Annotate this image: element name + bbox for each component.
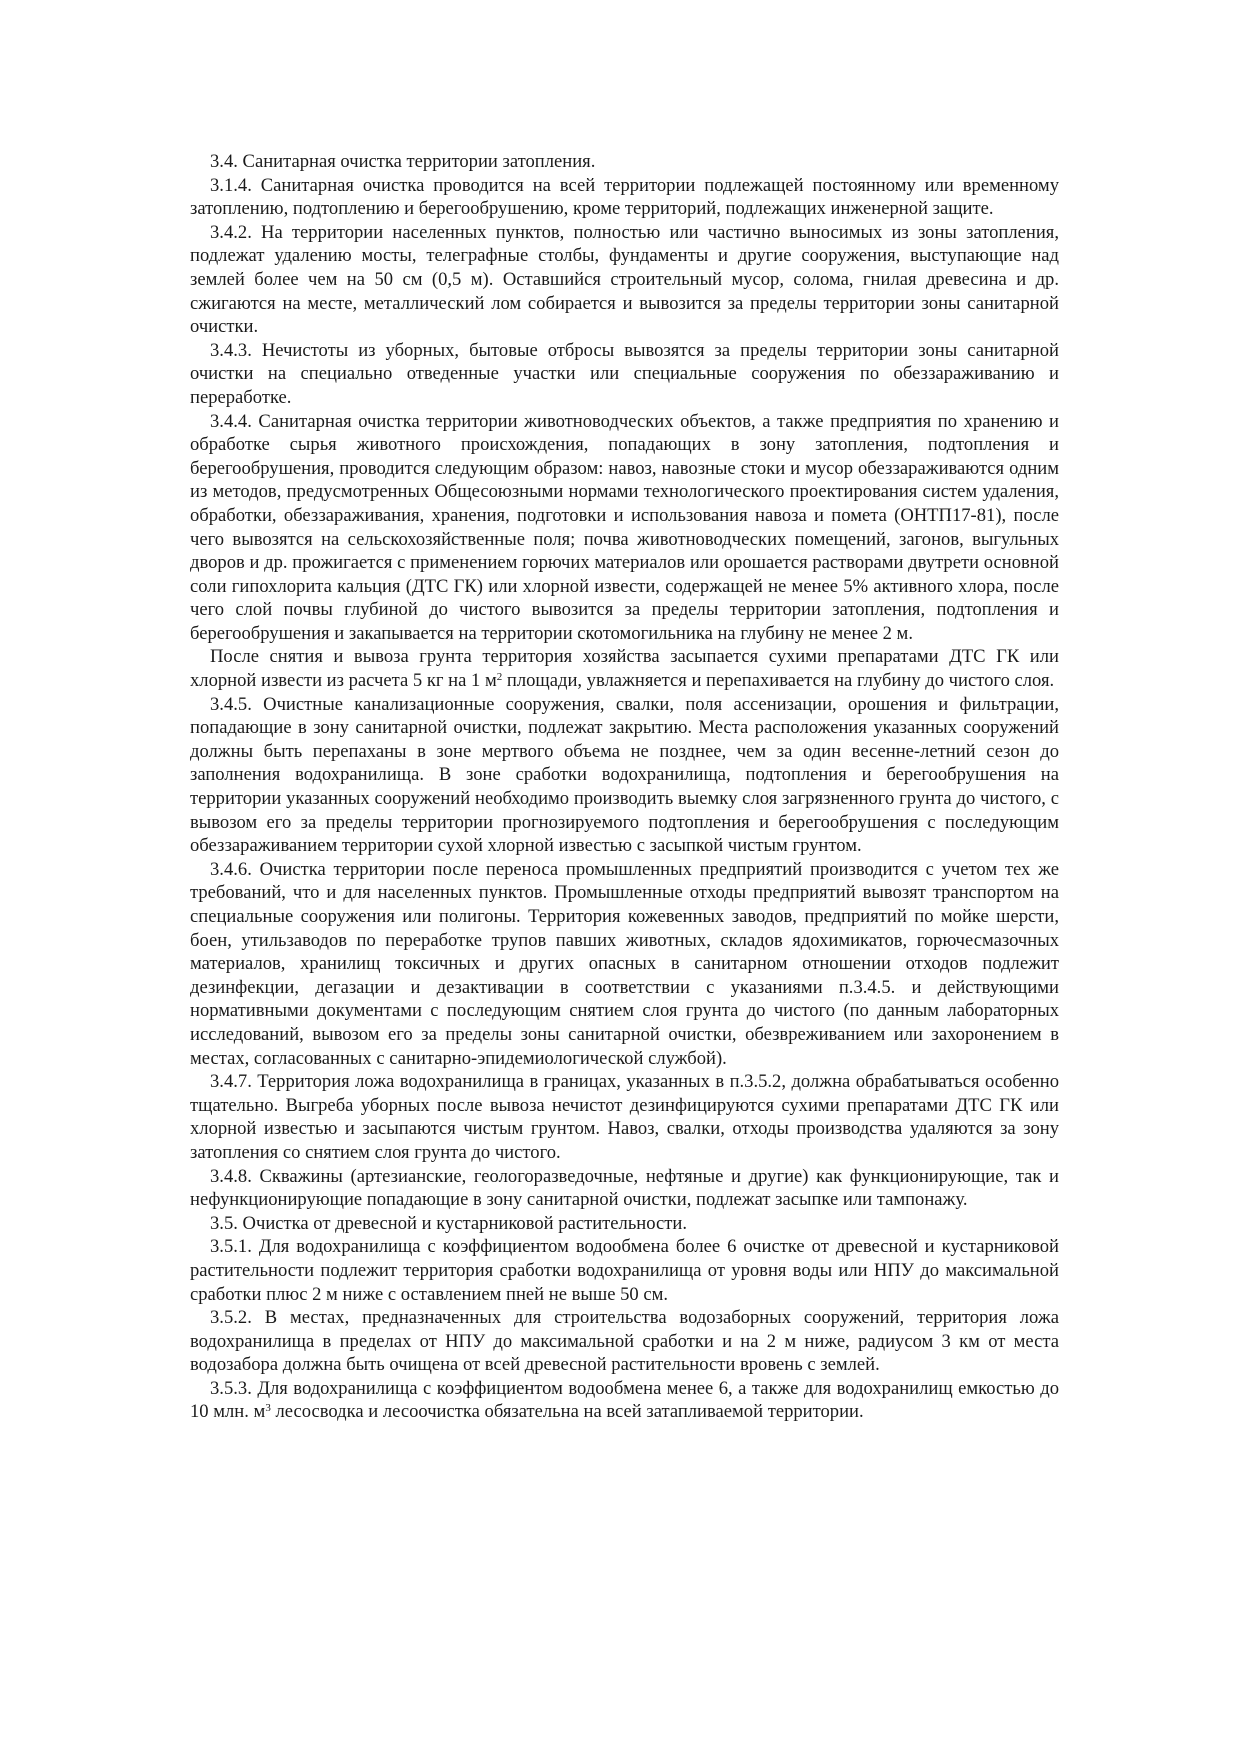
- document-page: [190, 150, 1059, 1424]
- paragraph-text-after: лесосводка и лесоочистка обязательна на всей затапливаемой территории.: [270, 1401, 864, 1423]
- paragraph-3-5-1: 3.5.1. Для водохранилища с коэффициентом водообмена более 6 очистке от древесной и кустарниковой растительности подлежит территория сработки водохранилища от уровня воды или НПУ до максимальной сработки плюс 2 м ниже с оставлением пней не выше 50 см.: [190, 1236, 1059, 1305]
- paragraph-3-4-8: 3.4.8. Скважины (артезианские, геологоразведочные, нефтяные и другие) как функционирующие, так и нефункционирующие попадающие в зону санитарной очистки, подлежат засыпке или тампонажу.: [190, 1165, 1059, 1211]
- paragraph-3-5-3: [190, 1377, 1059, 1424]
- paragraph-text-before: 3.5.3. Для водохранилища с коэффициентом водообмена менее 6, а также для водохранилищ емкостью до 10 млн. м: [190, 1377, 1059, 1423]
- paragraph-3-4-4: 3.4.4. Санитарная очистка территории животноводческих объектов, а также предприятия по хранению и обработке сырья животного происхождения, попадающих в зону затопления, подтопления и берегообрушения, проводится следующим образом: навоз, навозные стоки и мусор обеззараживаются одним из методов, предусмотренных Общесоюзными нормами технологического проектирования систем удаления, обработки, обеззараживания, хранения, подготовки и использования навоза и помета (ОНТП17-81), после чего вывозятся на сельскохозяйственные поля; почва животноводческих помещений, загонов, выгульных дворов и др. прожигается с применением горючих материалов или орошается растворами двутрети основной соли гипохлорита кальция (ДТС ГК) или хлорной извести, содержащей не менее 5% активного хлора, после чего слой почвы глубиной до чистого вывозится за пределы территории затопления, подтопления и берегообрушения и закапывается на территории скотомогильника на глубину не менее 2 м.: [190, 410, 1059, 644]
- paragraph-3-5-2: 3.5.2. В местах, предназначенных для строительства водозаборных сооружений, территория ложа водохранилища в пределах от НПУ до максимальной сработки и на 2 м ниже, радиусом 3 км от места водозабора должна быть очищена от всей древесной растительности вровень с землей.: [190, 1307, 1059, 1376]
- paragraph-3-4-2: 3.4.2. На территории населенных пунктов, полностью или частично выносимых из зоны затопления, подлежат удалению мосты, телеграфные столбы, фундаменты и другие сооружения, выступающие над землей более чем на 50 см (0,5 м). Оставшийся строительный мусор, солома, гнилая древесина и др. сжигаются на месте, металлический лом собирается и вывозится за пределы территории зоны санитарной очистки.: [190, 221, 1059, 338]
- paragraph-3-4-7: 3.4.7. Территория ложа водохранилища в границах, указанных в п.3.5.2, должна обрабатываться особенно тщательно. Выгреба уборных после вывоза нечистот дезинфицируются сухими препаратами ДТС ГК или хлорной известью и засыпаются чистым грунтом. Навоз, свалки, отходы производства удаляются за зону затопления со снятием слоя грунта до чистого.: [190, 1071, 1059, 1163]
- paragraph-3-4-5: 3.4.5. Очистные канализационные сооружения, свалки, поля ассенизации, орошения и фильтрации, попадающие в зону санитарной очистки, подлежат закрытию. Места расположения указанных сооружений должны быть перепаханы в зоне мертвого объема не позднее, чем за один весенне-летний сезон до заполнения водохранилища. В зоне сработки водохранилища, подтопления и берегообрушения на территории указанных сооружений необходимо производить выемку слоя загрязненного грунта до чистого, с вывозом его за пределы территории прогнозируемого подтопления и берегообрушения с последующим обеззараживанием территории сухой хлорной известью с засыпкой чистым грунтом.: [190, 693, 1059, 857]
- paragraph-3-1-4: 3.1.4. Санитарная очистка проводится на всей территории подлежащей постоянному или временному затоплению, подтоплению и берегообрушению, кроме территорий, подлежащих инженерной защите.: [190, 174, 1059, 220]
- superscript-3: 3: [265, 1402, 271, 1415]
- paragraph-after-soil-removal: [190, 645, 1059, 692]
- paragraph-text-after: площади, увлажняется и перепахивается на глубину до чистого слоя.: [502, 670, 1055, 692]
- section-heading-3-4: 3.4. Санитарная очистка территории затопления.: [210, 151, 596, 172]
- superscript-2: 2: [496, 671, 503, 684]
- paragraph-3-4-3: 3.4.3. Нечистоты из уборных, бытовые отбросы вывозятся за пределы территории зоны санитарной очистки на специально отведенные участки или специальные сооружения по обеззараживанию и переработке.: [190, 339, 1059, 408]
- section-heading-3-5: 3.5. Очистка от древесной и кустарниковой растительности.: [210, 1212, 687, 1234]
- paragraph-text-before: После снятия и вывоза грунта территория хозяйства засыпается сухими препаратами ДТС ГК или хлорной извести из расчета 5 кг на 1 м: [190, 646, 1059, 692]
- paragraph-3-4-6: 3.4.6. Очистка территории после переноса промышленных предприятий производится с учетом тех же требований, что и для населенных пунктов. Промышленные отходы предприятий вывозят транспортом на специальные сооружения или полигоны. Территория кожевенных заводов, предприятий по мойке шерсти, боен, утильзаводов по переработке трупов павших животных, складов ядохимикатов, горючесмазочных материалов, хранилищ токсичных и других опасных в санитарном отношении отходов подлежит дезинфекции, дегазации и дезактивации в соответствии с указаниями п.3.4.5. и действующими нормативными документами с последующим снятием слоя грунта до чистого (по данным лабораторных исследований, вывозом его за пределы зоны санитарной очистки, обезвреживанием или захоронением в местах, согласованных с санитарно-эпидемиологической службой).: [190, 858, 1059, 1069]
